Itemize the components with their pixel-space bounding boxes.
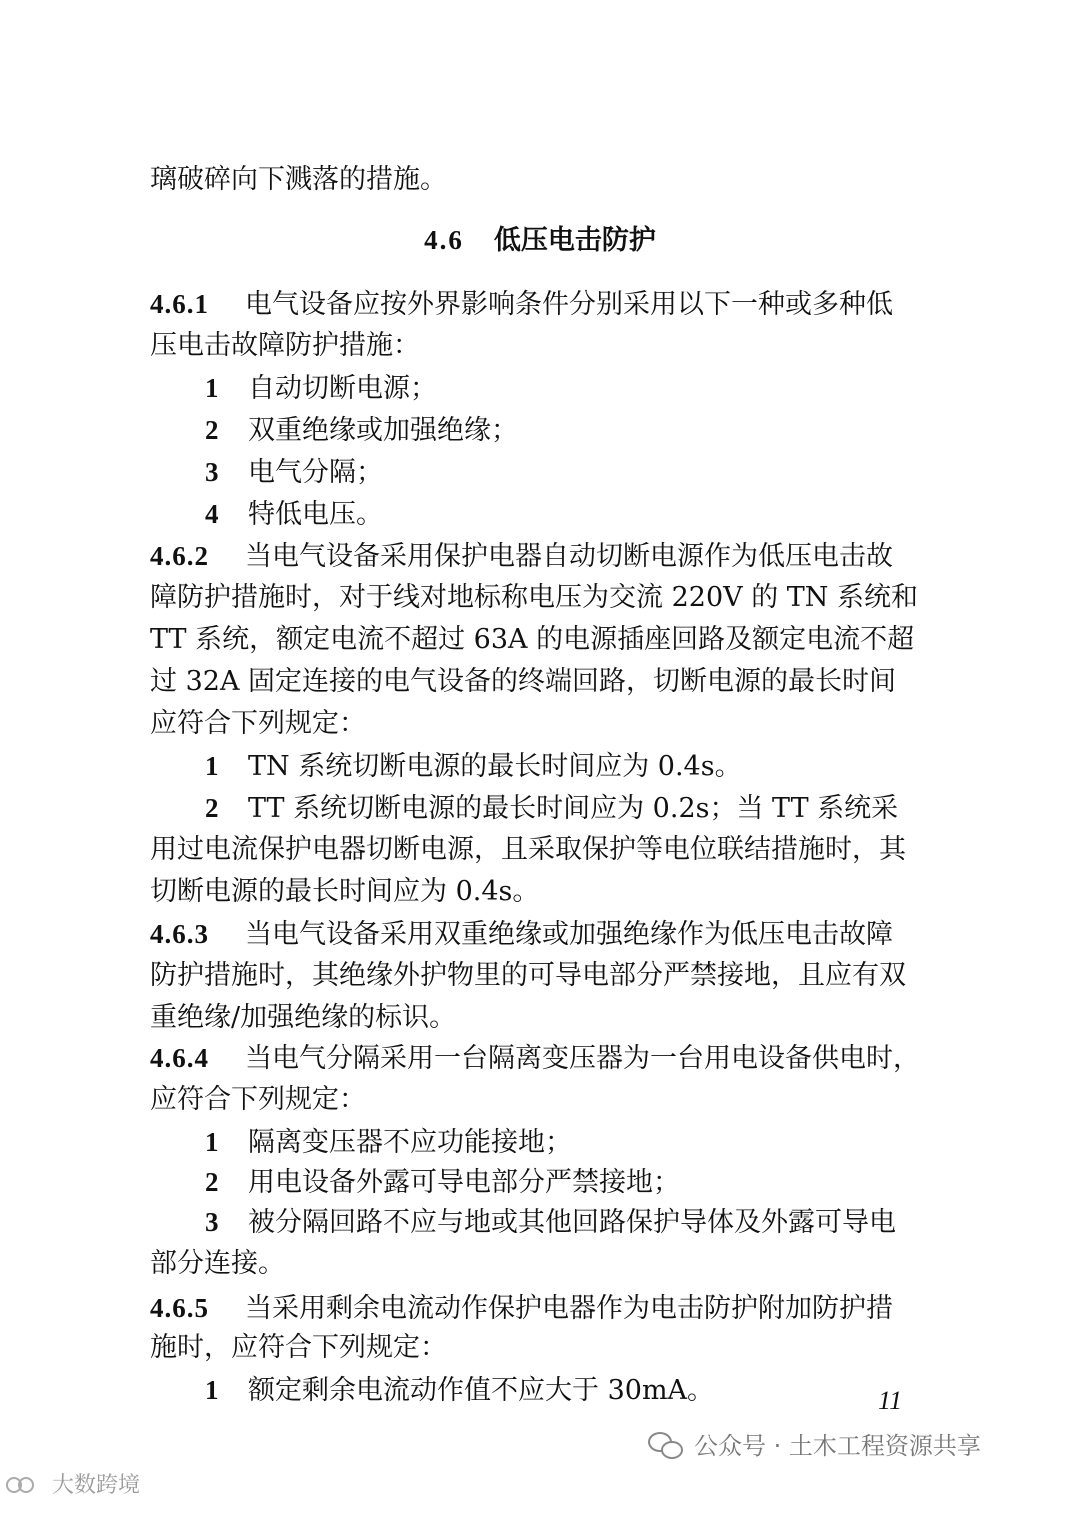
clause-number: 4.6.1 (150, 289, 209, 319)
list-item (205, 366, 930, 411)
paragraph-line: TT 系统，额定电流不超过 63A 的电源插座回路及额定电流不超 (150, 624, 915, 655)
section-number: 4.6 (424, 225, 464, 255)
item-text: 被分隔回路不应与地或其他回路保护导体及外露可导电 (248, 1207, 896, 1238)
item-number: 2 (205, 415, 219, 445)
paragraph-line: 部分连接。 (150, 1248, 285, 1279)
list-item (205, 1200, 930, 1245)
clause-text: 当电气设备采用双重绝缘或加强绝缘作为低压电击故障 (245, 919, 893, 950)
paragraph-line: 切断电源的最长时间应为 0.4s。 (150, 876, 540, 907)
item-text: TN 系统切断电源的最长时间应为 0.4s。 (248, 751, 742, 782)
clause-number: 4.6.5 (150, 1293, 209, 1323)
clause-4-6-1 (150, 282, 930, 327)
clause-number: 4.6.4 (150, 1043, 209, 1073)
wechat-label: 公众号 · 土木工程资源共享 (694, 1432, 981, 1460)
list-item (205, 450, 930, 495)
list-item (205, 492, 930, 537)
wechat-account[interactable] (648, 1426, 981, 1461)
paragraph-line: 应符合下列规定： (150, 1084, 366, 1115)
item-text: 电气分隔； (248, 457, 383, 488)
list-item (205, 744, 930, 789)
item-number: 1 (205, 1127, 219, 1157)
clause-number: 4.6.2 (150, 541, 209, 571)
paragraph-line: 过 32A 固定连接的电气设备的终端回路，切断电源的最长时间 (150, 666, 897, 697)
watermark (6, 1468, 140, 1499)
paragraph-line: 应符合下列规定： (150, 708, 366, 739)
footer (0, 1418, 1080, 1498)
clause-text: 当采用剩余电流动作保护电器作为电击防护附加防护措 (245, 1293, 893, 1324)
list-item (205, 408, 930, 453)
item-text: 双重绝缘或加强绝缘； (248, 415, 518, 446)
item-text: 自动切断电源； (248, 373, 437, 404)
clause-text: 当电气分隔采用一台隔离变压器为一台用电设备供电时， (245, 1043, 920, 1074)
paragraph-line: 重绝缘/加强绝缘的标识。 (150, 1002, 457, 1033)
list-item (205, 1120, 930, 1165)
item-text: 隔离变压器不应功能接地； (248, 1127, 572, 1158)
wechat-icon (648, 1430, 684, 1458)
list-item (205, 786, 930, 831)
clause-number: 4.6.3 (150, 919, 209, 949)
paragraph-line: 防护措施时，其绝缘外护物里的可导电部分严禁接地，且应有双 (150, 960, 906, 991)
clause-4-6-5 (150, 1286, 930, 1331)
clause-4-6-2 (150, 534, 930, 579)
paragraph-line: 障防护措施时，对于线对地标称电压为交流 220V 的 TN 系统和 (150, 582, 918, 613)
clause-text: 当电气设备采用保护电器自动切断电源作为低压电击故 (245, 541, 893, 572)
item-number: 3 (205, 457, 219, 487)
item-number: 1 (205, 1375, 219, 1405)
paragraph-line: 施时，应符合下列规定： (150, 1332, 447, 1363)
watermark-text: 大数跨境 (52, 1473, 141, 1498)
clause-4-6-4 (150, 1036, 930, 1081)
page-number: 11 (878, 1386, 903, 1415)
clause-4-6-3 (150, 912, 930, 957)
list-item (205, 1160, 930, 1205)
clause-text: 电气设备应按外界影响条件分别采用以下一种或多种低 (245, 289, 893, 320)
item-number: 2 (205, 793, 219, 823)
section-heading (0, 218, 1080, 263)
item-number: 1 (205, 373, 219, 403)
item-text: 特低电压。 (248, 499, 383, 530)
section-title: 低压电击防护 (493, 225, 656, 256)
watermark-logo-icon (6, 1474, 46, 1494)
item-text: TT 系统切断电源的最长时间应为 0.2s；当 TT 系统采 (248, 793, 899, 824)
paragraph-line: 用过电流保护电器切断电源，且采取保护等电位联结措施时，其 (150, 834, 906, 865)
paragraph-line: 璃破碎向下溅落的措施。 (150, 164, 447, 195)
item-number: 3 (205, 1207, 219, 1237)
item-text: 用电设备外露可导电部分严禁接地； (248, 1167, 680, 1198)
paragraph-line: 压电击故障防护措施： (150, 330, 420, 361)
item-text: 额定剩余电流动作值不应大于 30mA。 (248, 1375, 715, 1406)
item-number: 4 (205, 499, 219, 529)
item-number: 1 (205, 751, 219, 781)
item-number: 2 (205, 1167, 219, 1197)
list-item (205, 1368, 930, 1413)
